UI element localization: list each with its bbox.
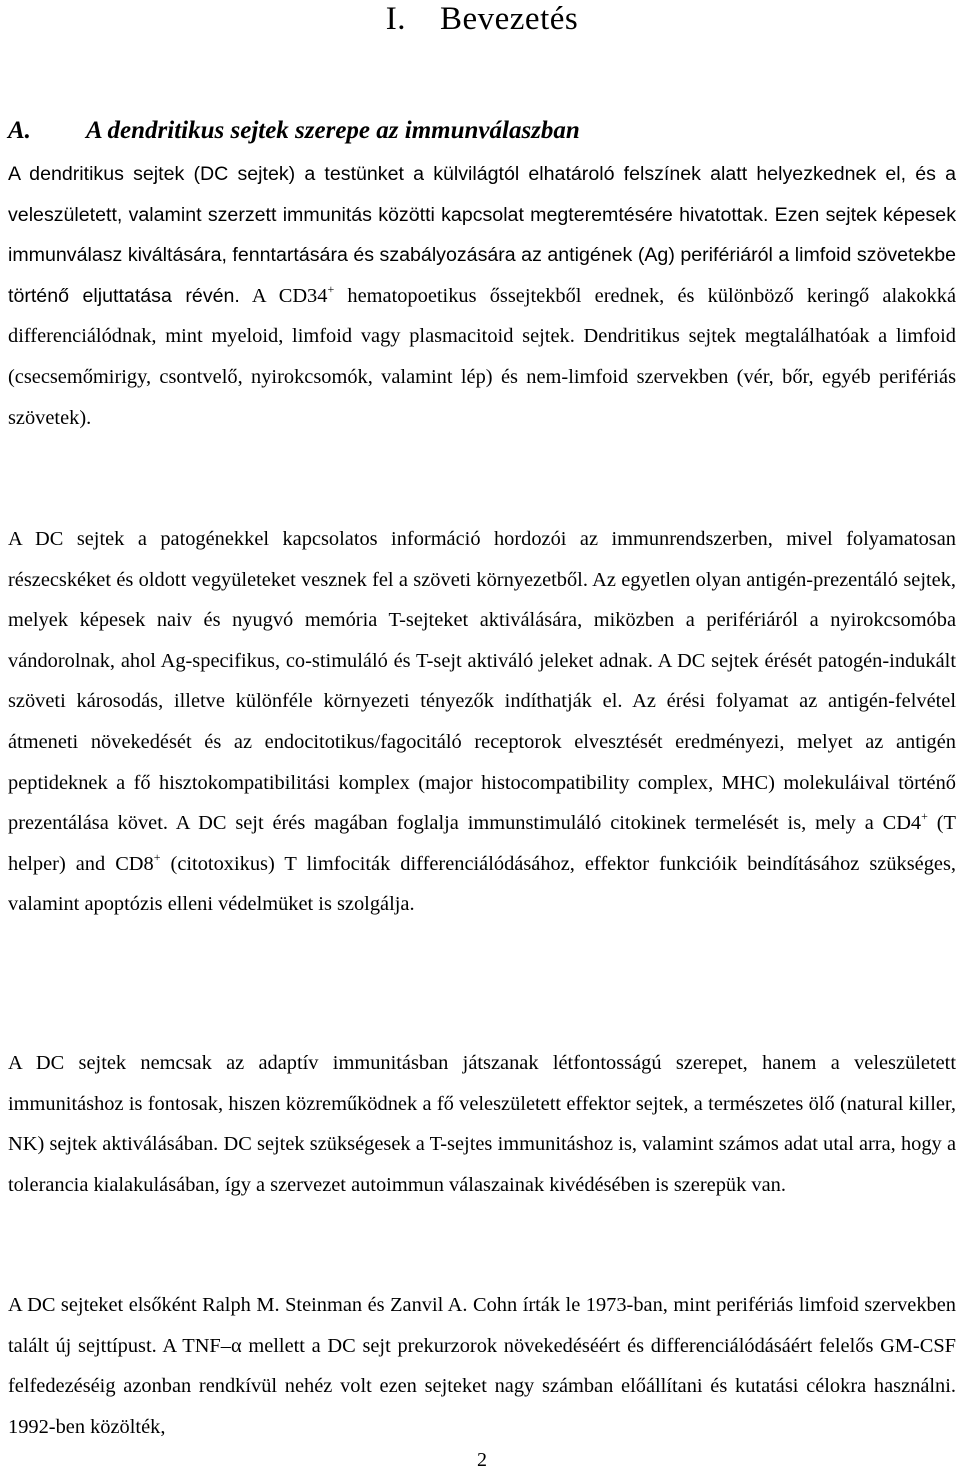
page-number: 2 [477, 1449, 487, 1471]
chapter-number: I. [385, 1, 406, 37]
paragraph-2-part-b: (T helper) and CD8 [8, 812, 956, 875]
paragraph-1 [8, 154, 956, 438]
paragraph-1-part-b: A CD34 [239, 284, 328, 307]
paragraph-3-text: A DC sejtek nemcsak az adaptív immunitásban játszanak létfontosságú szerepet, hanem a veleszületett immunitáshoz is fontosak, hiszen közreműködnek a fő veleszületett effektor sejtek, a természetes ölő (natural killer, NK) sejtek aktiválásában. DC sejtek szükségesek a T-sejtes immunitáshoz is, valamint számos adat utal arra, hogy a tolerancia kialakulásában, így a szervezet autoimmun válaszainak kivédésében is szerepük van. [8, 1052, 956, 1196]
superscript-plus: + [153, 849, 161, 864]
paragraph-1-part-a: A dendritikus sejtek (DC sejtek) a testünket a külvilágtól elhatároló felszínek alatt helyezkednek el, és a veleszületett, valamint szerzett immunitás közötti kapcsolat megteremtésére hivatottak. Ezen sejtek képesek immunválasz kiváltására, fenntartására és szabályozására az antigének (Ag) perifériáról a limfoid szövetekbe történő eljuttatása révén. [8, 163, 956, 307]
paragraph-4-text: A DC sejteket elsőként Ralph M. Steinman és Zanvil A. Cohn írták le 1973-ban, mint perifériás limfoid szervekben talált új sejttípust. A TNF–α mellett a DC sejt prekurzorok növekedéséért és differenciálódásáért felelős GM-CSF felfedezéséig azonban rendkívül nehéz volt ezen sejteket nagy számban előállítani és kutatási célokra használni. 1992-ben közölték, [8, 1294, 956, 1438]
section-title: A dendritikus sejtek szerepe az immunválaszban [86, 117, 580, 144]
paragraph-2-part-a: A DC sejtek a patogénekkel kapcsolatos információ hordozói az immunrendszerben, mivel folyamatosan részecskéket és oldott vegyületeket vesznek fel a szöveti környezetből. Az egyetlen olyan antigén-prezentáló sejtek, melyek képesek naiv és nyugvó memória T-sejteket aktiválására, miközben a perifériáról a nyirokcsomóba vándorolnak, ahol Ag-specifikus, co-stimuláló és T-sejt aktiváló jeleket adnak. A DC sejtek érését patogén-indukált szöveti károsodás, illetve különféle környezeti tényezők indíthatják el. Az érési folyamat az antigén-felvétel átmeneti növekedését és az endocitotikus/fagocitáló receptorok elvesztését eredményezi, melyet az antigén peptideknek a fő hisztokompatibilitási komplex (major histocompatibility complex, MHC) molekuláival történő prezentálása követ. A DC sejt érés magában foglalja immunstimuláló citokinek termelését is, mely a CD4 [8, 528, 956, 835]
paragraph-3 [8, 1043, 956, 1205]
section-heading [8, 115, 956, 147]
paragraph-1-part-c: hematopoetikus őssejtekből erednek, és különböző keringő alakokká differenciálódnak, mint myeloid, limfoid vagy plasmacitoid sejtek. Dendritikus sejtek megtalálhatóak a limfoid (csecsemőmirigy, csontvelő, nyirokcsomók, valamint lép) és nem-limfoid szervekben (vér, bőr, egyéb perifériás szövetek). [8, 284, 956, 429]
chapter-title: Bevezetés [439, 1, 579, 37]
paragraph-4 [8, 1285, 956, 1447]
superscript-plus: + [327, 281, 335, 296]
section-letter: A. [8, 117, 31, 144]
paragraph-2-part-c: (citotoxikus) T limfociták differenciálódásához, effektor funkcióik beindításához szükséges, valamint apoptózis elleni védelmüket is szolgálja. [8, 852, 956, 916]
paragraph-2 [8, 519, 956, 925]
superscript-plus: + [921, 809, 928, 824]
chapter-heading [8, 0, 956, 38]
